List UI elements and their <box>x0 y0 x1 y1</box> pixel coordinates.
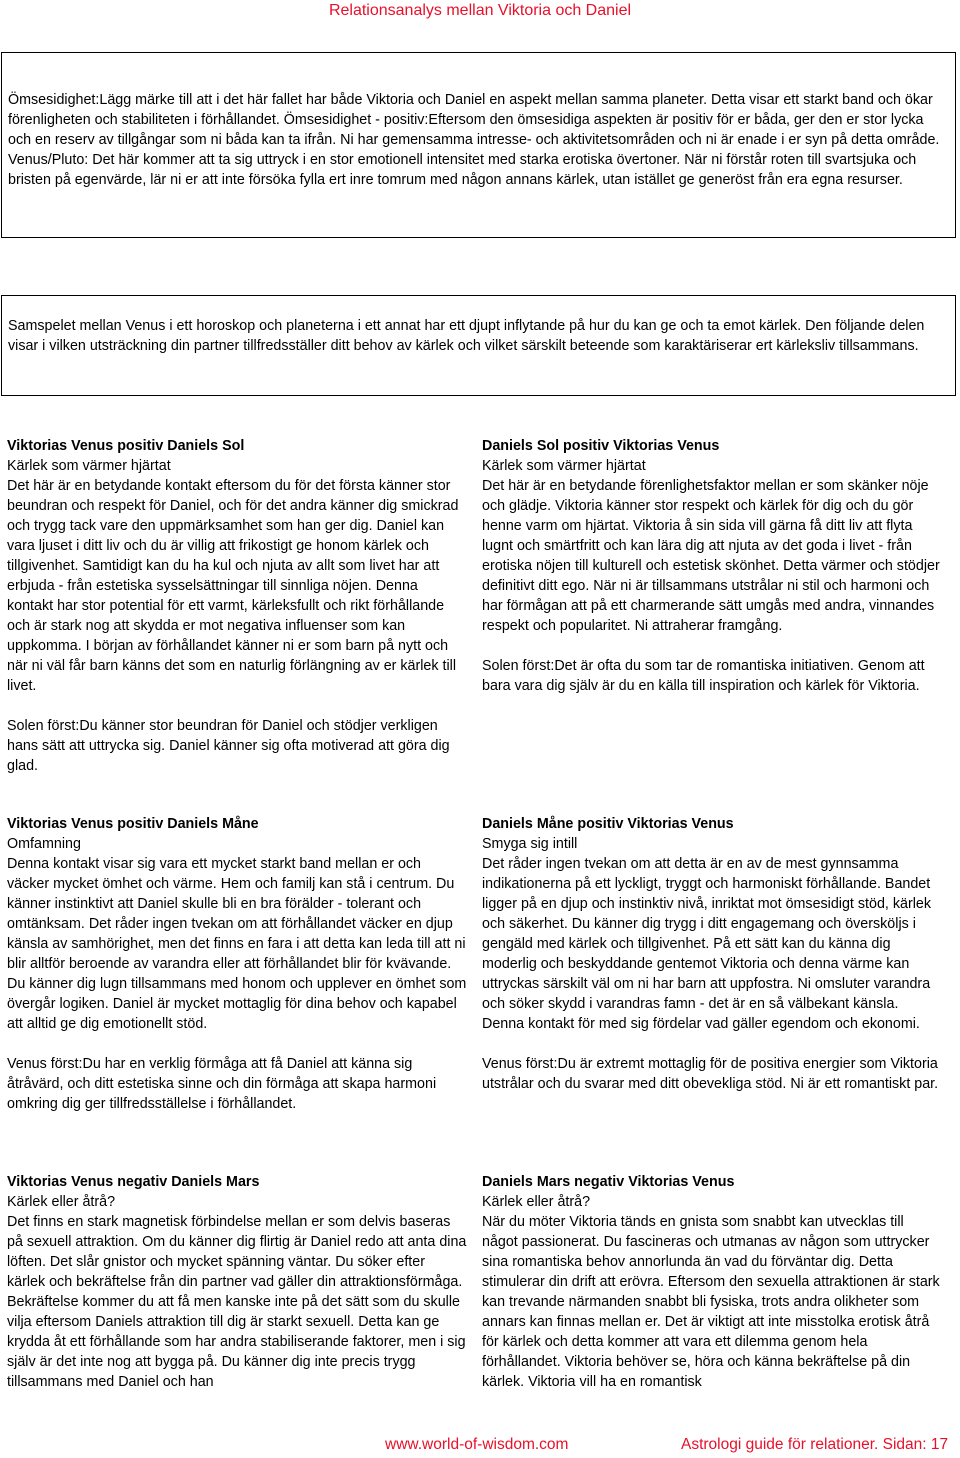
section-title: Daniels Måne positiv Viktorias Venus <box>482 816 734 832</box>
section-sol-venus <box>482 436 942 696</box>
section-title: Viktorias Venus negativ Daniels Mars <box>7 1174 260 1190</box>
venus-intro-box <box>1 295 956 396</box>
section-body: Det finns en stark magnetisk förbindelse mellan er som delvis baseras på sexuell attraktion. Om du känner dig flirtig är Daniel redo att anta dina löften. Det slår gnistor och mycket spänning väntar. Du söker efter kärlek och bekräftelse från din partner vad gäller din attraktionsförmåga. Bekräftelse kommer du att få men kanske inte på det sätt som du skulle vilja eftersom Daniels attraktion till dig är starkt sexuell. Detta kan ge krydda åt ett förhållande som har andra stabiliserande faktorer, men i sig själv är det inte nog att bygga på. Du känner dig inte precis trygg tillsammans med Daniel och han <box>7 1214 467 1390</box>
page-header: Relationsanalys mellan Viktoria och Daniel <box>328 2 632 19</box>
section-mane-venus <box>482 814 942 1094</box>
section-body: Denna kontakt visar sig vara ett mycket starkt band mellan er och väcker mycket ömhet och värme. Hem och familj kan stå i centrum. Du känner instinktivt att Daniel skulle bli en bra förälder - tolerant och omtänksam. Det råder ingen tvekan om att förhållandet väcker en djup känsla av samhörighet, men det finns en fara i att detta kan leda till att ni blir alltför beroende av varandra eller att förhållandet blir för kvävande. Du känner dig lugn tillsammans med honom och upplever en ömhet som övergår logiken. Daniel är mycket mottaglig för dina behov och kapabel att alltid ge dig emotionellt stöd. <box>7 856 467 1032</box>
section-title: Viktorias Venus positiv Daniels Sol <box>7 438 245 454</box>
section-subtitle: Kärlek eller åtrå? <box>7 1194 116 1210</box>
section-subtitle: Smyga sig intill <box>482 836 578 852</box>
section-title: Daniels Mars negativ Viktorias Venus <box>482 1174 735 1190</box>
section-body: Det råder ingen tvekan om att detta är en av de mest gynnsamma indikationerna på ett lyckligt, tryggt och harmoniskt förhållande. Bandet ligger på en djup och instinktiv nivå, inriktat mot ömsesidigt stöd, kärlek och säkerhet. Du känner dig trygg i ditt engagemang och översköljs i gengäld med kärlek och tillgivenhet. På ett sätt kan du känna dig moderlig och beskyddande gentemot Viktoria och denna värme kan uttryckas särskilt väl om ni har barn att uppfostra. Ni omsluter varandra och söker skydd i varandras famn - det är en så välbekant känsla. Denna kontakt för med sig fördelar vad gäller egendom och ekonomi. <box>482 856 931 1032</box>
section-venus-mars <box>7 1172 467 1392</box>
section-body: När du möter Viktoria tänds en gnista som snabbt kan utvecklas till något passionerat. Du fascineras och utmanas av någon som uttrycker sina romantiska behov annorlunda än vad du förväntar dig. Detta stimulerar din drift att erövra. Eftersom den sexuella attraktionen är stark kan trevande närmanden snabbt bli fysiska, trots andra olikheter som annars kan finnas mellan er. Det är viktigt att inte misstolka erotisk åtrå för kärlek och detta kommer att vara ett dilemma genom hela förhållandet. Viktoria behöver se, höra och känna bekräftelse på din kärlek. Viktoria vill ha en romantisk <box>482 1214 940 1390</box>
section-venus-sol <box>7 436 467 776</box>
section-mars-venus <box>482 1172 942 1392</box>
section-title: Viktorias Venus positiv Daniels Måne <box>7 816 259 832</box>
intro-text: Ömsesidighet:Lägg märke till att i det här fallet har både Viktoria och Daniel en aspekt mellan samma planeter. Detta visar ett starkt band och ökar förenligheten och stabiliteten i förhållandet. Ömsesidighet - positiv:Eftersom den ömsesidiga aspekten är positiv för er båda, ger den er stor lycka och en reserv av tillgångar som ni båda kan ta ifrån. Ni har gemensamma intresse- och aktivitetsområden och ni är enade i er syn på detta område. Venus/Pluto: Det här kommer att ta sig uttryck i en stor emotionell intensitet med starka erotiska övertoner. När ni förstår roten till svartsjuka och bristen på egenvärde, lär ni er att inte försöka fylla ert inre tomrum med någon annans kärlek, utan istället ge generöst från era egna resurser. <box>8 92 940 188</box>
section-note: Solen först:Det är ofta du som tar de romantiska initiativen. Genom att bara vara dig själv är du en källa till inspiration och kärlek för Viktoria. <box>482 658 925 694</box>
section-subtitle: Kärlek som värmer hjärtat <box>482 458 646 474</box>
section-note: Solen först:Du känner stor beundran för Daniel och stödjer verkligen hans sätt att uttrycka sig. Daniel känner sig ofta motiverad att göra dig glad. <box>7 718 450 774</box>
intro-box <box>1 52 956 238</box>
section-note: Venus först:Du har en verklig förmåga att få Daniel att känna sig åtråvärd, och ditt estetiska sinne och din förmåga att skapa harmoni omkring dig ger tillfredsställelse i förhållandet. <box>7 1056 437 1112</box>
section-title: Daniels Sol positiv Viktorias Venus <box>482 438 720 454</box>
section-subtitle: Omfamning <box>7 836 81 852</box>
venus-intro-text: Samspelet mellan Venus i ett horoskop och planeterna i ett annat har ett djupt inflytande på hur du kan ge och ta emot kärlek. Den följande delen visar i vilken utsträckning din partner tillfredsställer ditt behov av kärlek och vilket särskilt beteende som karaktäriserar ert kärleksliv tillsammans. <box>8 318 925 354</box>
section-subtitle: Kärlek som värmer hjärtat <box>7 458 171 474</box>
section-body: Det här är en betydande kontakt eftersom du för det första känner stor beundran och respekt för Daniel, och för det andra känner dig smickrad och trygg tack vare den uppmärksamhet som han ger dig. Daniel kan vara ljuset i ditt liv och du är villig att frikostigt ge honom kärlek och tillgivenhet. Samtidigt kan du ha kul och njuta av allt som livet har att erbjuda - från estetiska sysselsättningar till sinnliga nöjen. Denna kontakt har stor potential för ett varmt, kärleksfullt och rikt förhållande och är stark nog att skydda er mot negativa influenser som kan uppkomma. I början av förhållandet känner ni er som barn på nytt och när ni väl får barn känns det som en naturlig förlängning av er kärlek till livet. <box>7 478 459 694</box>
section-subtitle: Kärlek eller åtrå? <box>482 1194 591 1210</box>
section-body: Det här är en betydande förenlighetsfaktor mellan er som skänker nöje och glädje. Viktoria känner stor respekt och kärlek för dig och du gör henne varm om hjärtat. Viktoria å sin sida vill gärna få ditt liv att flyta lugnt och smärtfritt och kan lära dig att njuta av det goda i livet - från erotiska nöjen till kulturell och estetisk skönhet. Detta värmer och stödjer definitivt ditt ego. När ni är tillsammans utstrålar ni stil och harmoni och har förmågan att på ett charmerande sätt umgås med andra, vinnandes respekt och popularitet. Ni attraherar framgång. <box>482 478 940 634</box>
section-venus-mane <box>7 814 467 1114</box>
footer-site-link[interactable]: www.world-of-wisdom.com <box>385 1436 569 1453</box>
section-note: Venus först:Du är extremt mottaglig för de positiva energier som Viktoria utstrålar och du svarar med ditt obevekliga stöd. Ni är ett romantiskt par. <box>482 1056 939 1092</box>
footer-page-info: Astrologi guide för relationer. Sidan: 17 <box>681 1436 949 1453</box>
